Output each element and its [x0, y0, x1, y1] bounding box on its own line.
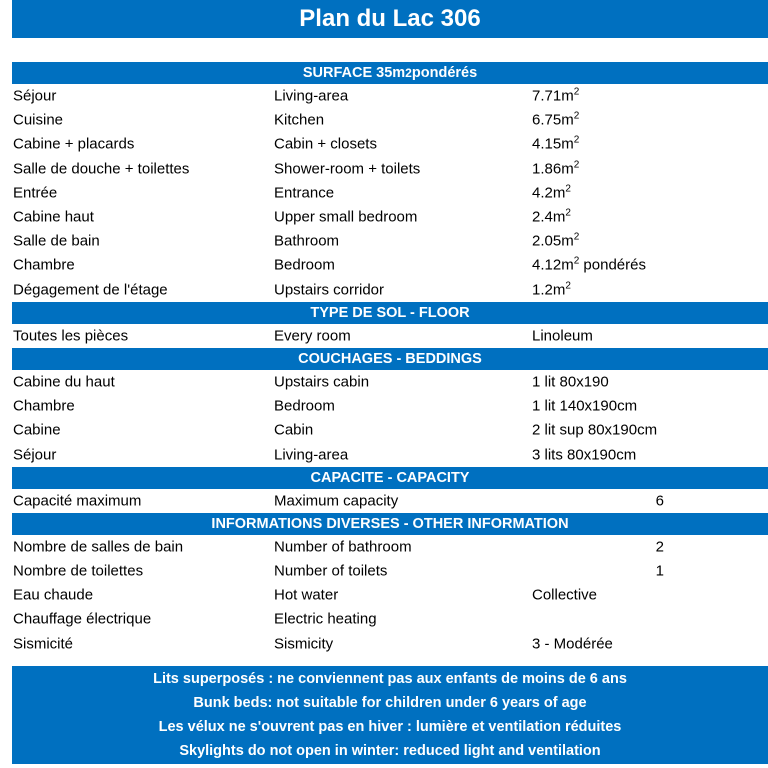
- value: 2: [655, 538, 664, 556]
- english-label: Electric heating: [274, 610, 377, 628]
- section-header-capacity: CAPACITE - CAPACITY: [12, 467, 768, 489]
- english-label: Upstairs cabin: [274, 373, 370, 391]
- value: 1 lit 140x190cm: [532, 397, 638, 415]
- english-label: Bedroom: [274, 397, 335, 415]
- value: 3 lits 80x190cm: [532, 446, 637, 464]
- table-row: [12, 278, 768, 302]
- value: Collective: [532, 586, 598, 604]
- english-label: Cabin: [274, 421, 314, 439]
- french-label: Chauffage électrique: [13, 610, 152, 628]
- english-label: Number of toilets: [274, 562, 388, 580]
- value: 1: [655, 562, 664, 580]
- table-row: [12, 108, 768, 132]
- english-label: Upper small bedroom: [274, 208, 418, 226]
- info-table: [12, 62, 768, 656]
- french-label: Cuisine: [13, 111, 64, 129]
- french-label: Toutes les pièces: [13, 327, 129, 345]
- value: $1.86m^2$: [532, 159, 580, 178]
- english-label: Bathroom: [274, 232, 340, 250]
- english-label: Every room: [274, 327, 351, 345]
- table-row: [12, 157, 768, 181]
- english-label: Bedroom: [274, 256, 335, 274]
- french-label: Dégagement de l'étage: [13, 281, 168, 299]
- table-row: [12, 229, 768, 253]
- value: 2 lit sup 80x190cm: [532, 421, 658, 439]
- english-label: Entrance: [274, 184, 335, 202]
- section-header-surface: SURFACE 35m 2 pondérés: [12, 62, 768, 84]
- table-row: [12, 370, 768, 394]
- french-label: Eau chaude: [13, 586, 94, 604]
- value: 1 lit 80x190: [532, 373, 609, 391]
- table-row: [12, 489, 768, 513]
- value: 3 - Modérée: [532, 635, 613, 653]
- english-label: Kitchen: [274, 111, 325, 129]
- value: 6: [655, 492, 664, 510]
- table-row: [12, 205, 768, 229]
- english-label: Cabin + closets: [274, 135, 377, 153]
- table-row: [12, 132, 768, 156]
- footer-note: Skylights do not open in winter: reduced light and ventilation: [179, 743, 601, 759]
- value: $4.2m^2$: [532, 183, 571, 202]
- french-label: Séjour: [13, 446, 57, 464]
- english-label: Living-area: [274, 446, 349, 464]
- value: $1.2m^2$: [532, 280, 571, 299]
- section-header-floor: TYPE DE SOL - FLOOR: [12, 302, 768, 324]
- french-label: Sismicité: [13, 635, 74, 653]
- french-label: Cabine + placards: [13, 135, 135, 153]
- table-row: [12, 583, 768, 607]
- value: $4.12m^2$ pondérés: [532, 255, 646, 274]
- english-label: Living-area: [274, 87, 349, 105]
- french-label: Chambre: [13, 397, 75, 415]
- french-label: Capacité maximum: [13, 492, 142, 510]
- french-label: Chambre: [13, 256, 75, 274]
- section-header-other-information: INFORMATIONS DIVERSES - OTHER INFORMATION: [12, 513, 768, 535]
- table-row: [12, 418, 768, 442]
- table-row: [12, 535, 768, 559]
- table-row: [12, 181, 768, 205]
- english-label: Sismicity: [274, 635, 334, 653]
- section-header-beddings: COUCHAGES - BEDDINGS: [12, 348, 768, 370]
- footer-note: Lits superposés : ne conviennent pas aux enfants de moins de 6 ans: [153, 671, 627, 687]
- footer-notes: [12, 666, 768, 764]
- footer-note: Bunk beds: not suitable for children under 6 years of age: [193, 695, 587, 711]
- table-row: [12, 324, 768, 348]
- french-label: Cabine: [13, 421, 61, 439]
- page-title: Plan du Lac 306: [12, 0, 768, 38]
- english-label: Number of bathroom: [274, 538, 412, 556]
- value: $4.15m^2$: [532, 134, 580, 153]
- french-label: Nombre de salles de bain: [13, 538, 184, 556]
- table-row: [12, 632, 768, 656]
- value: $2.05m^2$: [532, 231, 580, 250]
- english-label: Maximum capacity: [274, 492, 399, 510]
- table-row: [12, 253, 768, 277]
- english-label: Upstairs corridor: [274, 281, 385, 299]
- table-row: [12, 394, 768, 418]
- table-row: [12, 442, 768, 466]
- footer-note: Les vélux ne s'ouvrent pas en hiver : lumière et ventilation réduites: [158, 719, 622, 735]
- value: $2.4m^2$: [532, 207, 571, 226]
- french-label: Salle de bain: [13, 232, 100, 250]
- french-label: Nombre de toilettes: [13, 562, 144, 580]
- french-label: Salle de douche + toilettes: [13, 160, 190, 178]
- french-label: Cabine haut: [13, 208, 94, 226]
- value: Linoleum: [532, 327, 593, 345]
- french-label: Cabine du haut: [13, 373, 115, 391]
- french-label: Séjour: [13, 87, 57, 105]
- table-row: [12, 607, 768, 631]
- english-label: Shower-room + toilets: [274, 160, 421, 178]
- value: $6.75m^2$: [532, 110, 580, 129]
- table-row: [12, 84, 768, 108]
- french-label: Entrée: [13, 184, 58, 202]
- english-label: Hot water: [274, 586, 339, 604]
- table-row: [12, 559, 768, 583]
- value: $7.71m^2$: [532, 86, 580, 105]
